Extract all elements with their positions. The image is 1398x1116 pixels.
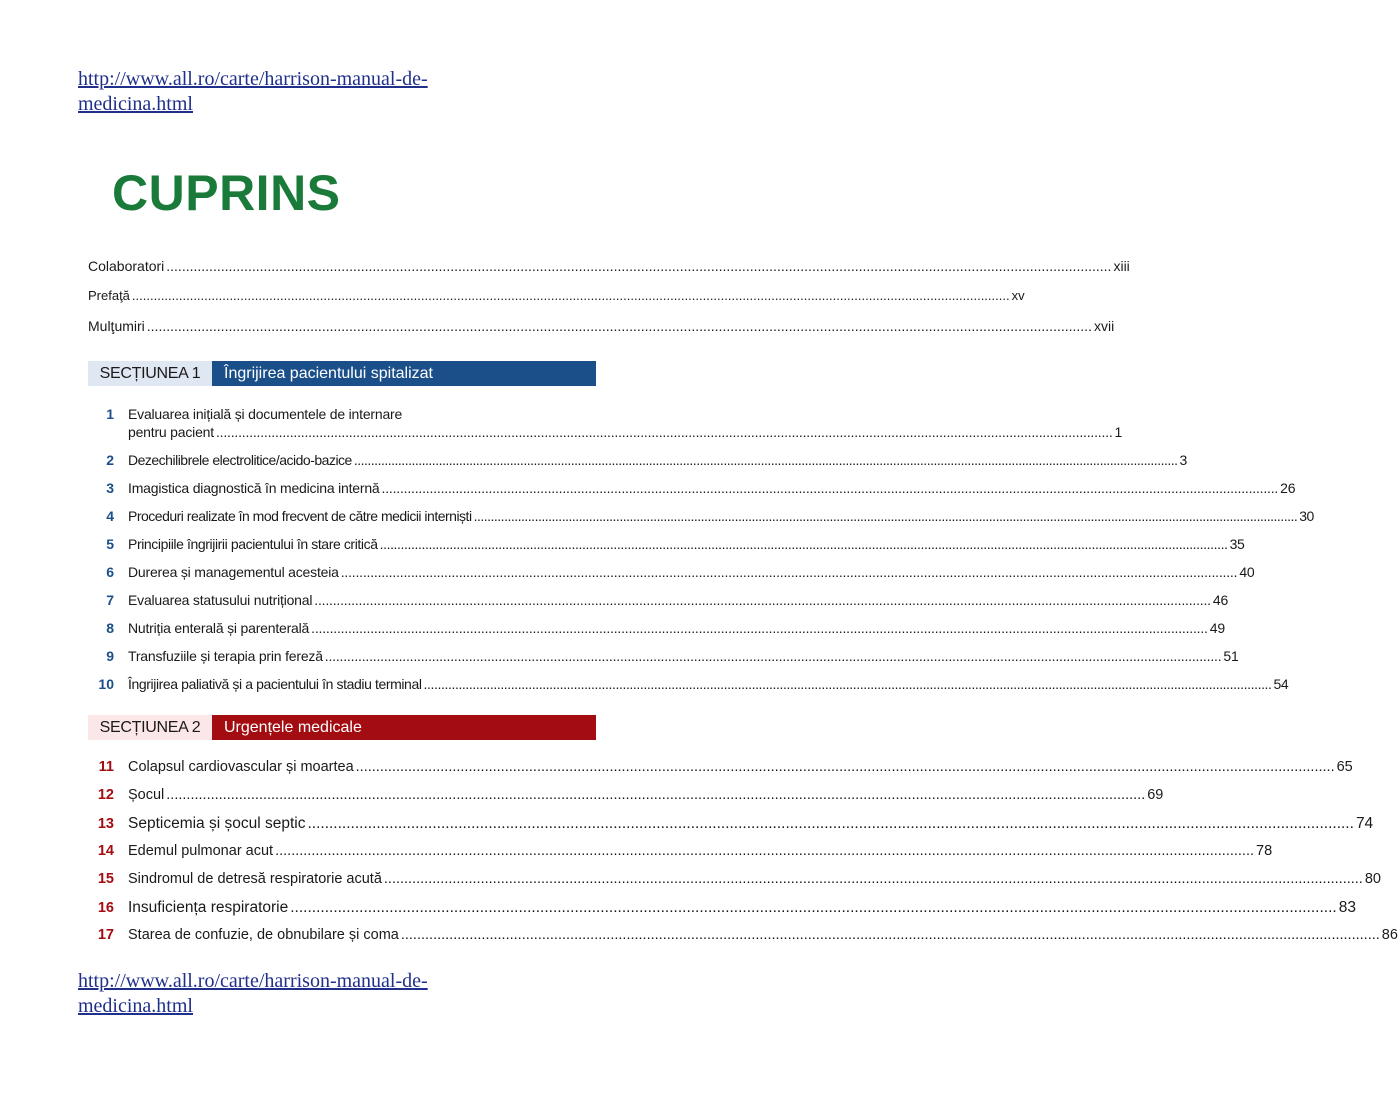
toc-entry-title: Durerea și managementul acesteia xyxy=(128,564,339,580)
toc-entry-title: pentru pacient xyxy=(128,424,214,440)
leader-dots xyxy=(382,480,1279,496)
toc-entry-title: Transfuziile și terapia prin fereză xyxy=(128,648,323,664)
toc-entry xyxy=(88,676,1289,692)
toc-entry-page: 78 xyxy=(1256,843,1273,859)
leader-dots xyxy=(424,676,1272,692)
toc-entry-page: 83 xyxy=(1338,899,1356,916)
chapter-number: 10 xyxy=(98,676,114,692)
toc-entry-page: 69 xyxy=(1147,787,1164,803)
toc-entry-page: 65 xyxy=(1336,759,1353,775)
toc-entry-title: Septicemia și șocul septic xyxy=(128,815,306,832)
leader-dots xyxy=(311,620,1208,636)
leader-dots xyxy=(166,787,1145,803)
chapter-number: 16 xyxy=(97,900,114,916)
chapter-number: 11 xyxy=(98,759,114,775)
toc-entry-title: Nutriția enterală și parenterală xyxy=(128,620,310,636)
chapter-number: 12 xyxy=(97,787,114,803)
front-matter-row xyxy=(88,288,1025,303)
toc-entry xyxy=(88,536,1245,552)
toc-entry-page: 80 xyxy=(1364,871,1381,887)
section-1-label: SECȚIUNEA 1 xyxy=(88,361,212,386)
chapter-number: 1 xyxy=(106,406,114,422)
toc-entry xyxy=(88,843,1273,859)
toc-entry-page: 54 xyxy=(1273,676,1289,692)
toc-entry xyxy=(88,815,1374,833)
page-title: CUPRINS xyxy=(112,165,341,221)
leader-dots xyxy=(341,564,1238,580)
toc-entry xyxy=(88,899,1356,917)
section-1-title: Îngrijirea pacientului spitalizat xyxy=(212,361,596,386)
leader-dots xyxy=(307,815,1353,833)
leader-dots xyxy=(356,759,1335,775)
front-matter-row xyxy=(88,318,1115,334)
toc-entry-title: Sindromul de detresă respiratorie acută xyxy=(128,871,382,887)
front-matter-page: xv xyxy=(1011,288,1025,303)
leader-dots xyxy=(147,318,1092,334)
chapter-number: 15 xyxy=(97,871,114,887)
leader-dots xyxy=(290,899,1336,917)
chapter-number: 3 xyxy=(106,480,114,496)
toc-entry-title: Principiile îngrijirii pacientului în stare critică xyxy=(128,536,378,552)
toc-entry xyxy=(88,564,1255,580)
toc-entry xyxy=(88,787,1164,803)
toc-entry xyxy=(88,406,1123,440)
chapter-number: 5 xyxy=(106,536,114,552)
front-matter-label: Mulţumiri xyxy=(88,318,145,334)
toc-entry-title: Colapsul cardiovascular și moartea xyxy=(128,759,354,775)
front-matter-page: xiii xyxy=(1113,258,1130,274)
chapter-number: 14 xyxy=(97,843,114,859)
toc-entry-title: Starea de confuzie, de obnubilare și coma xyxy=(128,927,399,943)
leader-dots xyxy=(325,648,1222,664)
leader-dots xyxy=(216,424,1113,440)
leader-dots xyxy=(275,843,1254,859)
toc-entry-page: 40 xyxy=(1239,564,1255,580)
toc-entry-page: 74 xyxy=(1355,815,1374,832)
toc-entry xyxy=(88,927,1398,943)
toc-entry-page: 1 xyxy=(1114,424,1123,440)
url-link-top[interactable] xyxy=(78,67,558,117)
toc-entry-page: 46 xyxy=(1212,592,1229,608)
toc-entry-title: Șocul xyxy=(128,787,165,803)
leader-dots xyxy=(384,871,1363,887)
section-2-label: SECȚIUNEA 2 xyxy=(88,715,212,740)
toc-entry-page: 35 xyxy=(1229,536,1245,552)
url-link-bottom-line2[interactable]: medicina.html xyxy=(78,995,193,1017)
section-2-header xyxy=(88,715,596,740)
url-link-top-line1[interactable]: http://www.all.ro/carte/harrison-manual-de- xyxy=(78,68,428,90)
toc-entry xyxy=(88,871,1381,887)
chapter-number: 7 xyxy=(106,592,114,608)
section-2-title: Urgențele medicale xyxy=(212,715,596,740)
leader-dots xyxy=(474,508,1298,524)
leader-dots xyxy=(354,452,1178,468)
url-link-bottom-line1[interactable]: http://www.all.ro/carte/harrison-manual-de- xyxy=(78,970,428,992)
toc-entry-page: 51 xyxy=(1223,648,1239,664)
url-link-top-line2[interactable]: medicina.html xyxy=(78,93,193,115)
toc-entry xyxy=(88,648,1239,664)
toc-entry-title: Proceduri realizate în mod frecvent de către medicii interniști xyxy=(128,508,472,524)
toc-entry-title: Imagistica diagnostică în medicina internă xyxy=(128,480,380,496)
leader-dots xyxy=(132,288,1010,303)
chapter-number: 2 xyxy=(106,452,114,468)
leader-dots xyxy=(401,927,1380,943)
toc-entry-title-line1: Evaluarea inițială și documentele de internare xyxy=(128,406,403,422)
chapter-number: 4 xyxy=(106,508,114,524)
chapter-number: 6 xyxy=(106,564,114,580)
leader-dots xyxy=(166,258,1111,274)
toc-entry-title: Dezechilibrele electrolitice/acido-bazice xyxy=(128,452,352,468)
url-link-bottom[interactable] xyxy=(78,969,558,1019)
chapter-number: 9 xyxy=(106,648,114,664)
toc-entry-title: Îngrijirea paliativă și a pacientului în stadiu terminal xyxy=(128,676,422,692)
chapter-number: 13 xyxy=(97,816,114,832)
toc-entry xyxy=(88,759,1353,775)
toc-entry-title: Evaluarea statusului nutrițional xyxy=(128,592,313,608)
toc-entry xyxy=(88,508,1314,524)
toc-entry-title: Insuficiența respiratorie xyxy=(128,899,289,916)
toc-entry xyxy=(88,592,1229,608)
toc-entry-page: 30 xyxy=(1299,508,1314,524)
front-matter-label: Colaboratori xyxy=(88,258,165,274)
toc-entry xyxy=(88,452,1187,468)
toc-entry xyxy=(88,480,1296,496)
front-matter-label: Prefaţă xyxy=(88,288,130,303)
toc-entry-page: 49 xyxy=(1209,620,1225,636)
toc-entry-title: Edemul pulmonar acut xyxy=(128,843,274,859)
section-1-header xyxy=(88,361,596,386)
chapter-number: 8 xyxy=(106,620,114,636)
front-matter-row xyxy=(88,258,1130,274)
leader-dots xyxy=(380,536,1228,552)
front-matter-page: xvii xyxy=(1093,318,1115,334)
chapter-number: 17 xyxy=(97,927,114,943)
leader-dots xyxy=(314,592,1211,608)
toc-entry-page: 3 xyxy=(1179,452,1187,468)
toc-entry-page: 86 xyxy=(1381,927,1398,943)
toc-entry-page: 26 xyxy=(1280,480,1296,496)
toc-entry xyxy=(88,620,1225,636)
